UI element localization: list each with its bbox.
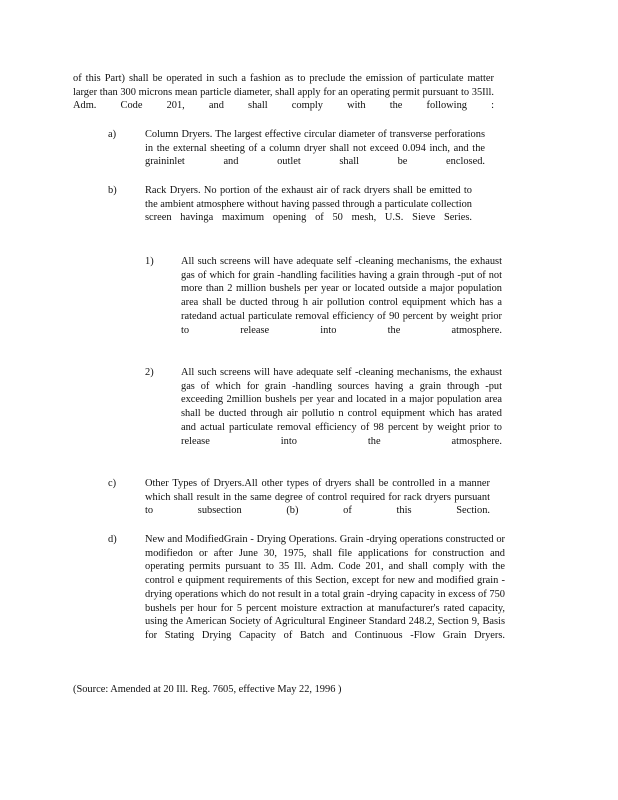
subitem-2-label: 2) — [145, 367, 154, 378]
item-b-label: b) — [108, 185, 117, 196]
item-b-text: Rack Dryers. No portion of the exhaust air of rack dryers shall be emitted to the ambient atmosphere without having passed through a particulate collection screen havinga maximum opening of 50 mesh, U.S. Sieve Series. — [145, 185, 472, 224]
item-d-text: New and ModifiedGrain - Drying Operations. Grain -drying operations constructed or modifiedon or after June 30, 1975, shall file applications for construction and operating permits pursuant to 35 Ill. Adm. Code 201, and shall comply with the control e quipment requirements of this Section, except for new and modified grain -drying operations which do not result in a total grain -drying capacity in excess of 750 bushels per hour for 5 percent moisture extraction at manufacturer's rated capacity, using the American Society of Agricultural Engineer Standard 248.2, Section 9, Basis for Stating Drying Capacity of Batch and Continuous -Flow Grain Dryers. — [145, 534, 505, 641]
item-a-label: a) — [108, 129, 117, 140]
subitem-1-text: All such screens will have adequate self -cleaning mechanisms, the exhaust gas of which for grain -handling facilities having a grain through -put of not more than 2 million bushels per year or located outside a major population area shall be ducted throug h air pollution control equipment which has a ratedand actual particulate removal efficiency of 90 percent by weight prior to release into the atmosphere. — [181, 256, 502, 336]
item-c-label: c) — [108, 478, 117, 489]
source-citation: (Source: Amended at 20 Ill. Reg. 7605, effective May 22, 1996 ) — [73, 684, 342, 695]
item-c-text: Other Types of Dryers.All other types of dryers shall be controlled in a manner which shall result in the same degree of control required for rack dryers pursuant to subsection (b) of this Section. — [145, 478, 490, 517]
intro-paragraph: of this Part) shall be operated in such a fashion as to preclude the emission of particulate matter larger than 300 microns mean particle diameter, shall apply for an operating permit pursuant to 35Ill. Adm. Code 201, and shall comply with the following : — [73, 73, 494, 112]
subitem-1-label: 1) — [145, 256, 154, 267]
item-a-text: Column Dryers. The largest effective circular diameter of transverse perforations in the external sheeting of a column dryer shall not exceed 0.094 inch, and the graininlet and outlet shall be enclosed. — [145, 129, 485, 168]
subitem-2-text: All such screens will have adequate self -cleaning mechanisms, the exhaust gas of which for grain -handling sources having a grain through -put exceeding 2million bushels per year and located in a major population area shall be ducted through air pollutio n control equipment which has arated and actual particulate removal efficiency of 98 percent by weight prior to release into the atmosphere. — [181, 367, 502, 447]
item-d-label: d) — [108, 534, 117, 545]
